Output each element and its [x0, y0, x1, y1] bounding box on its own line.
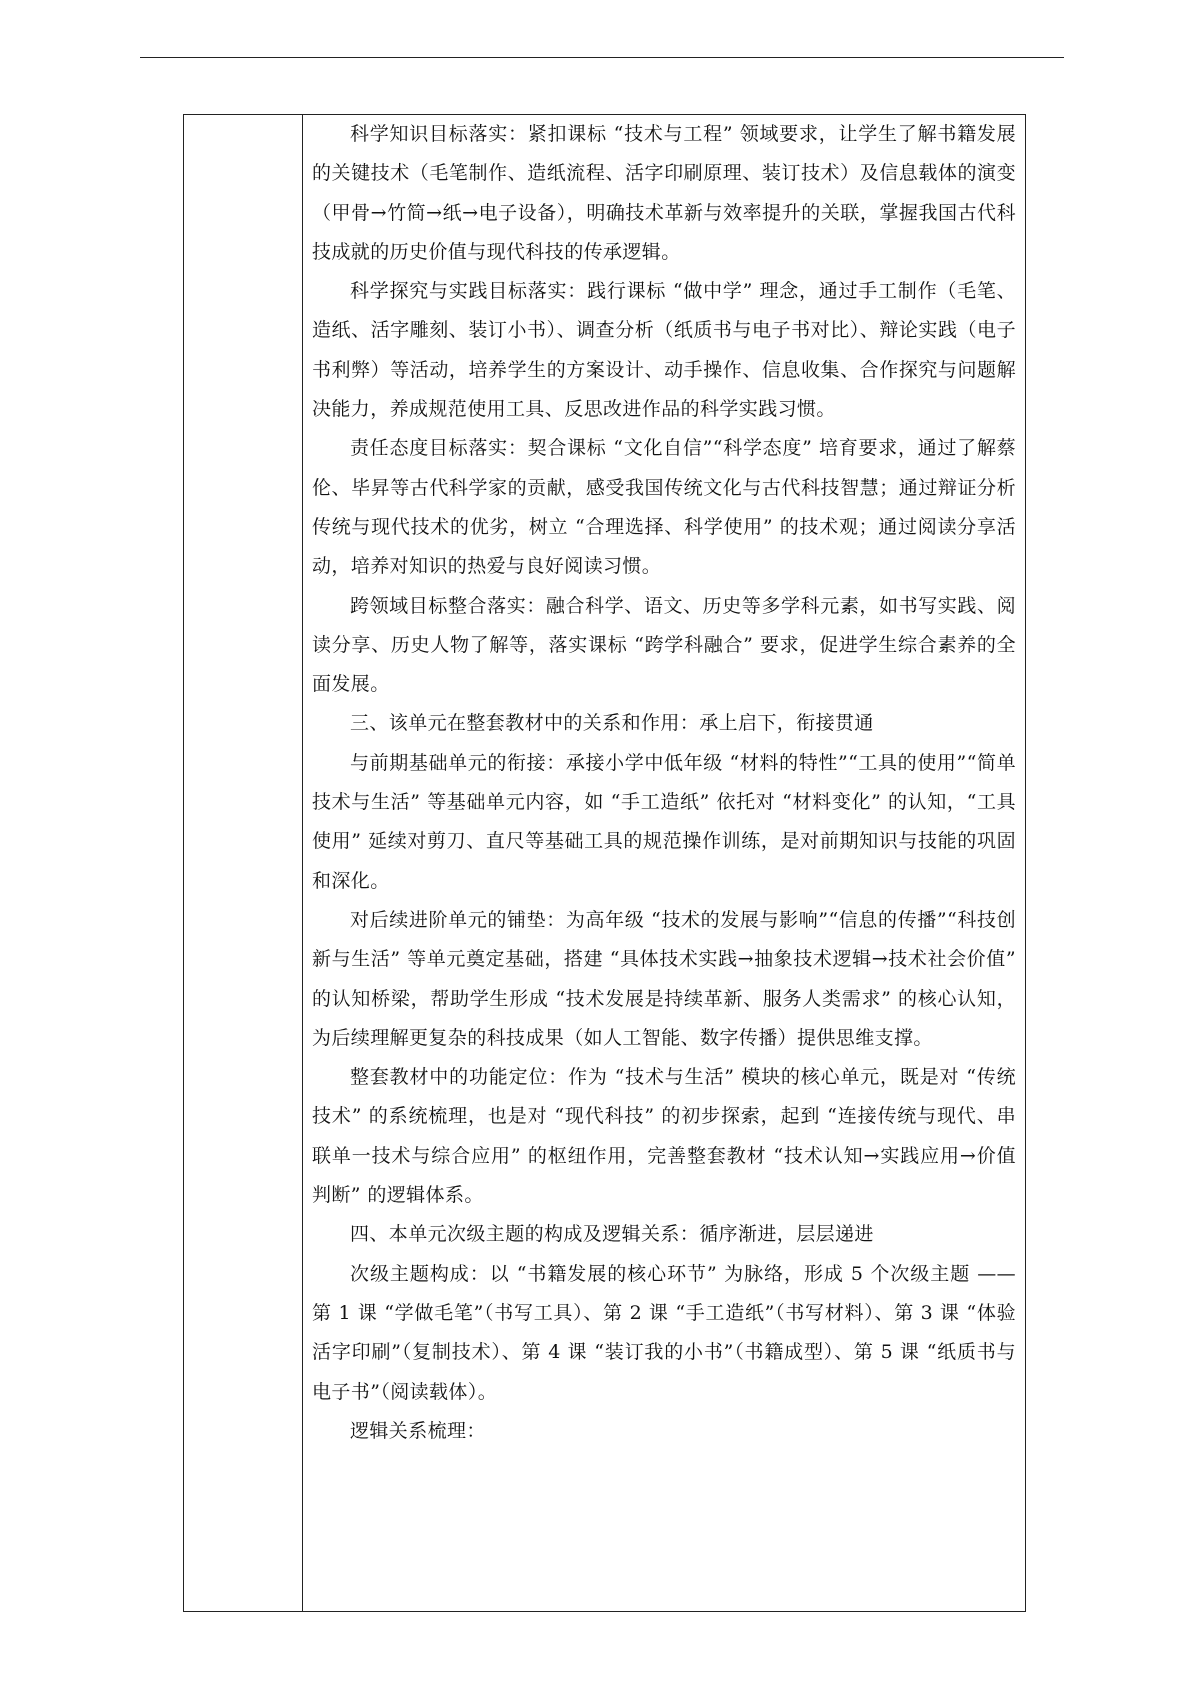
paragraph-prior-unit-connection: 与前期基础单元的衔接：承接小学中低年级 “材料的特性”“工具的使用”“简单技术与生活” 等基础单元内容，如 “手工造纸” 依托对 “材料变化” 的认知，“工具使用” 延续对剪刀、直尺等基础工具的规范操作训练，是对前期知识与技能的巩固和深化。 — [312, 751, 1016, 892]
content-table — [183, 114, 1026, 1612]
paragraph-subtopic-composition: 次级主题构成：以 “书籍发展的核心环节” 为脉络，形成 5 个次级主题 —— 第 1 课 “学做毛笔”（书写工具）、第 2 课 “手工造纸”（书写材料）、第 3 课 “体验活字印刷”（复制技术）、第 4 课 “装订我的小书”（书籍成型）、第 5 课 “纸质书与电子书”（阅读载体）。 — [312, 1262, 1016, 1403]
paragraph-subsequent-unit-foundation: 对后续进阶单元的铺垫：为高年级 “技术的发展与影响”“信息的传播”“科技创新与生活” 等单元奠定基础，搭建 “具体技术实践→抽象技术逻辑→技术社会价值” 的认知桥梁，帮助学生形成 “技术发展是持续革新、服务人类需求” 的核心认知，为后续理解更复杂的科技成果（如人工智能、数字传播）提供思维支撑。 — [312, 908, 1016, 1049]
paragraph-science-knowledge-goal: 科学知识目标落实：紧扣课标 “技术与工程” 领域要求，让学生了解书籍发展的关键技术（毛笔制作、造纸流程、活字印刷原理、装订技术）及信息载体的演变（甲骨→竹简→纸→电子设备），明确技术革新与效率提升的关联，掌握我国古代科技成就的历史价值与现代科技的传承逻辑。 — [312, 123, 1016, 263]
paragraph-function-positioning: 整套教材中的功能定位：作为 “技术与生活” 模块的核心单元，既是对 “传统技术” 的系统梳理，也是对 “现代科技” 的初步探索，起到 “连接传统与现代、串联单一技术与综合应用” 的枢纽作用，完善整套教材 “技术认知→实践应用→价值判断” 的逻辑体系。 — [312, 1066, 1016, 1207]
paragraph-cross-domain-goal: 跨领域目标整合落实：融合科学、语文、历史等多学科元素，如书写实践、阅读分享、历史人物了解等，落实课标 “跨学科融合” 要求，促进学生综合素养的全面发展。 — [312, 594, 1016, 696]
table-left-column — [184, 115, 303, 1611]
table-right-column — [303, 115, 1025, 1611]
section-heading-four: 四、本单元次级主题的构成及逻辑关系：循序渐进，层层递进 — [350, 1223, 874, 1246]
paragraph-responsibility-attitude-goal: 责任态度目标落实：契合课标 “文化自信”“科学态度” 培育要求，通过了解蔡伦、毕昇等古代科学家的贡献，感受我国传统文化与古代科技智慧；通过辩证分析传统与现代技术的优劣，树立 “合理选择、科学使用” 的技术观；通过阅读分享活动，培养对知识的热爱与良好阅读习惯。 — [312, 437, 1016, 578]
header-rule — [140, 57, 1064, 58]
paragraph-inquiry-practice-goal: 科学探究与实践目标落实：践行课标 “做中学” 理念，通过手工制作（毛笔、造纸、活字雕刻、装订小书）、调查分析（纸质书与电子书对比）、辩论实践（电子书利弊）等活动，培养学生的方案设计、动手操作、信息收集、合作探究与问题解决能力，养成规范使用工具、反思改进作品的科学实践习惯。 — [312, 280, 1016, 421]
section-heading-three: 三、该单元在整套教材中的关系和作用：承上启下，衔接贯通 — [350, 712, 874, 735]
paragraph-logic-relationship-label: 逻辑关系梳理： — [350, 1419, 486, 1442]
